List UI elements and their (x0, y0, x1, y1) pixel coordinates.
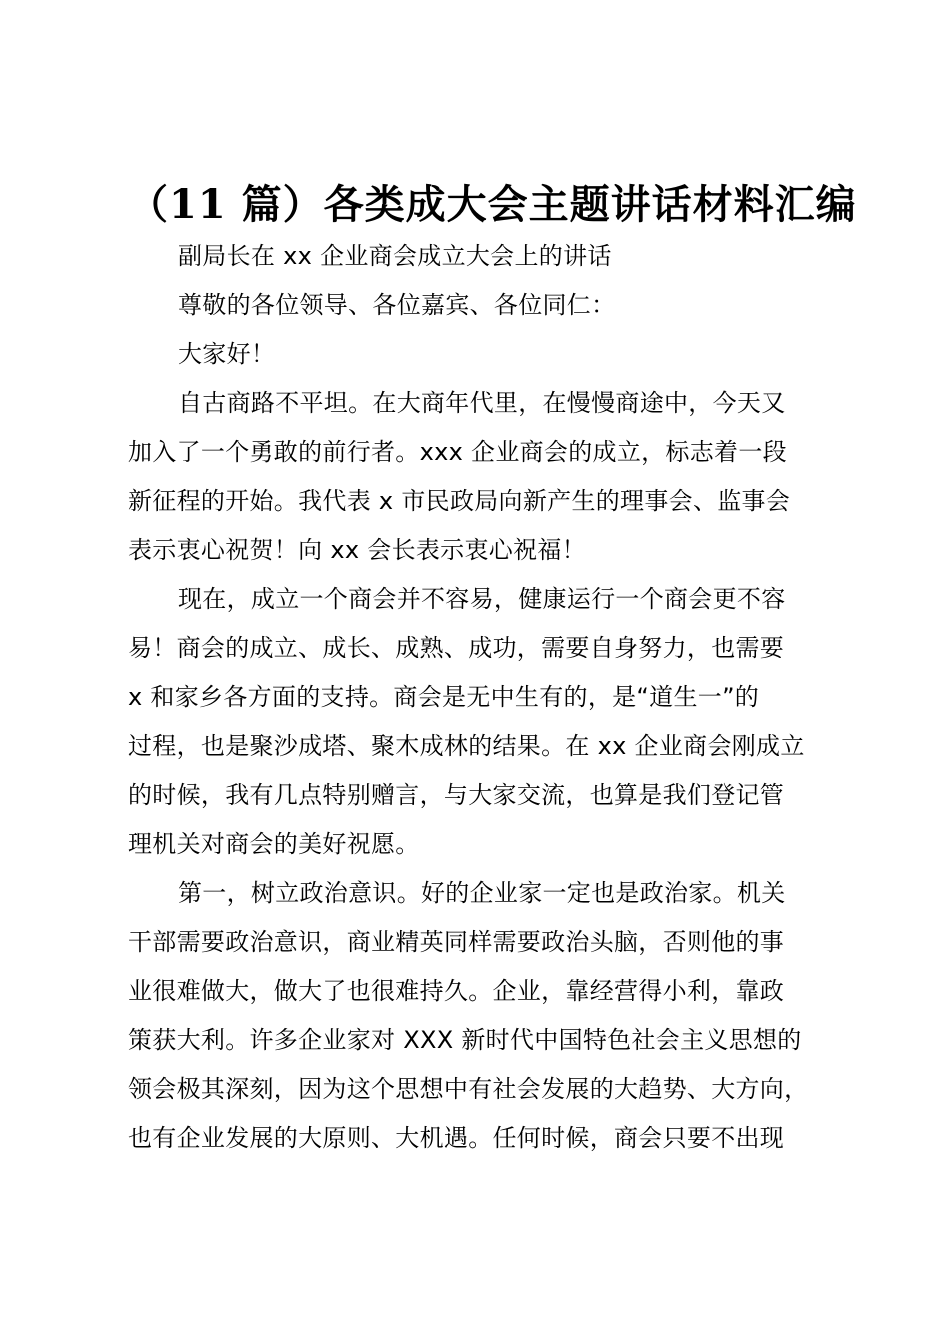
paragraph-line: x 和家乡各方面的支持。商会是无中生有的，是“道生一”的 (128, 683, 760, 711)
paragraph-line: 第一，树立政治意识。好的企业家一定也是政治家。机关 (178, 879, 786, 907)
paragraph-line: 现在，成立一个商会并不容易，健康运行一个商会更不容 (178, 585, 786, 613)
speech-heading: 副局长在 xx 企业商会成立大会上的讲话 (178, 242, 612, 270)
document-title: （11 篇）各类成大会主题讲话材料汇编 (128, 181, 857, 228)
paragraph-line: 业很难做大，做大了也很难持久。企业，靠经营得小利，靠政 (128, 977, 785, 1005)
paragraph-line: 新征程的开始。我代表 x 市民政局向新产生的理事会、监事会 (128, 487, 791, 515)
paragraph-line: 理机关对商会的美好祝愿。 (128, 830, 420, 858)
paragraph-line: 加入了一个勇敢的前行者。xxx 企业商会的成立，标志着一段 (128, 438, 787, 466)
paragraph-line: 的时候，我有几点特别赠言，与大家交流，也算是我们登记管 (128, 781, 785, 809)
paragraph-line: 过程，也是聚沙成塔、聚木成林的结果。在 xx 企业商会刚成立 (128, 732, 805, 760)
paragraph-line: 表示衷心祝贺！向 xx 会长表示衷心祝福！ (128, 536, 586, 564)
document-body (128, 232, 838, 1163)
paragraph-line: 也有企业发展的大原则、大机遇。任何时候，商会只要不出现 (128, 1124, 785, 1152)
paragraph-line: 自古商路不平坦。在大商年代里，在慢慢商途中，今天又 (178, 389, 786, 417)
salutation-line: 尊敬的各位领导、各位嘉宾、各位同仁： (178, 291, 616, 319)
greeting-line: 大家好！ (178, 340, 276, 368)
paragraph-line: 易！商会的成立、成长、成熟、成功，需要自身努力，也需要 (128, 634, 785, 662)
paragraph-line: 领会极其深刻，因为这个思想中有社会发展的大趋势、大方向， (128, 1075, 809, 1103)
paragraph-line: 干部需要政治意识，商业精英同样需要政治头脑，否则他的事 (128, 928, 785, 956)
paragraph-line: 策获大利。许多企业家对 XXX 新时代中国特色社会主义思想的 (128, 1026, 802, 1054)
